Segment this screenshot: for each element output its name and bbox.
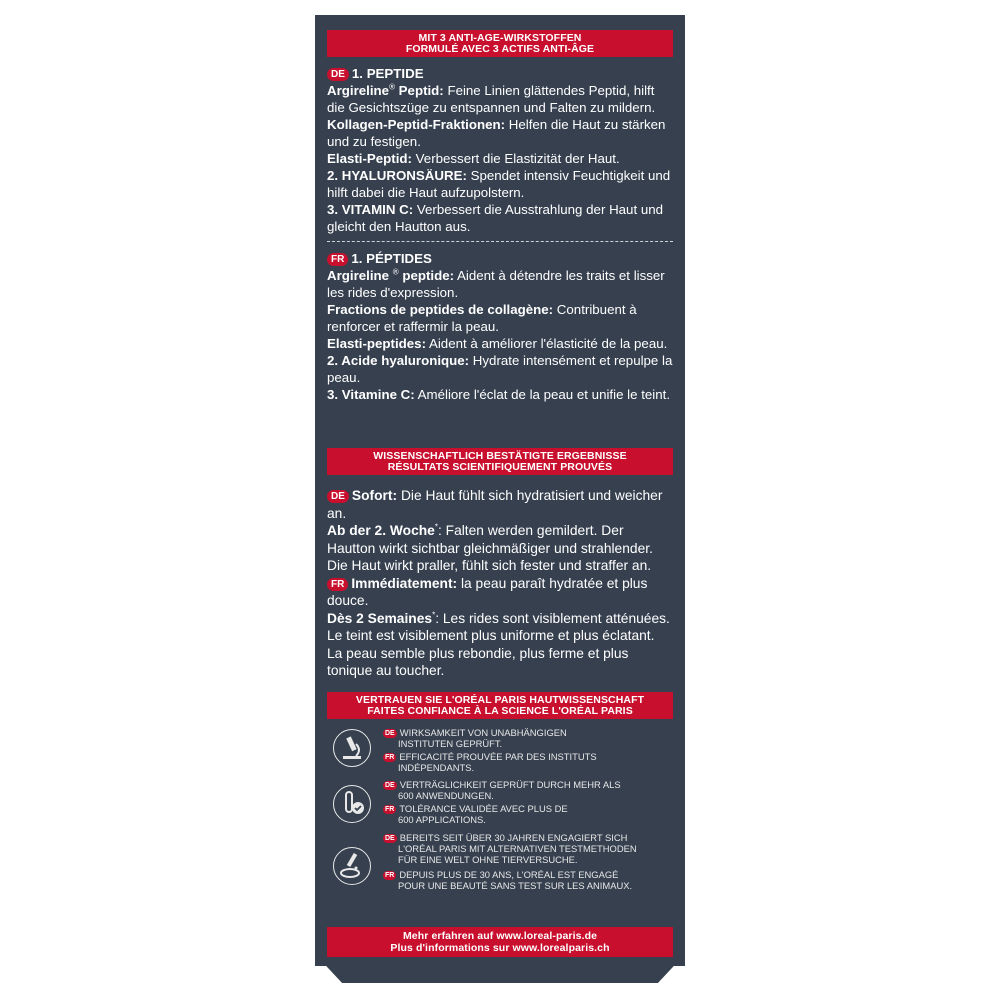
header-band-actives: [327, 30, 673, 57]
fr-result-immediate: FR Immédiatement: la peau paraît hydratée et plus douce.: [327, 575, 648, 608]
trust-text-animal-testing: DE BEREITS SEIT ÜBER 30 JAHREN ENGAGIERT SICH L'ORÉAL PARIS MIT ALTERNATIVEN TESTMETHODEN FÜR EINE WELT OHNE TIERVERSUCHE. FR DEPUIS PLUS DE 30 ANS, L'ORÉAL EST ENGAGÉ POUR UNE BEAUTÉ SANS TEST SUR LES ANIMAUX.: [385, 832, 637, 891]
band-results-fr: RÉSULTATS SCIENTIFIQUEMENT PROUVÉS: [387, 461, 613, 473]
fr-ingredient-line: Argireline ® peptide: Aident à détendre les traits et lisser les rides d'expression.: [327, 267, 665, 300]
band-trust-de: VERTRAUEN SIE L'ORÉAL PARIS HAUTWISSENSCHAFT: [355, 694, 645, 706]
band-trust-fr: FAITES CONFIANCE À LA SCIENCE L'ORÉAL PARIS: [367, 705, 633, 717]
fr-ingredient-line: 3. Vitamine C: Améliore l'éclat de la peau et unifie le teint.: [327, 387, 671, 402]
fr-ingredient-line: 2. Acide hyaluronique: Hydrate intensément et repulpe la peau.: [327, 353, 673, 385]
fr-peptide-title: 1. PÉPTIDES: [351, 251, 432, 266]
de-ingredient-line: 2. HYALURONSÄURE: Spendet intensiv Feuchtigkeit und hilft dabei die Haut aufzupolstern.: [327, 168, 671, 200]
website-link-de[interactable]: Mehr erfahren auf www.loreal-paris.de: [402, 930, 598, 942]
product-box-panel: [315, 15, 685, 983]
band-results-de: WISSENSCHAFTLICH BESTÄTIGTE ERGEBNISSE: [373, 450, 627, 462]
de-ingredient-line: Elasti-Peptid: Verbessert die Elastizität der Haut.: [327, 151, 620, 166]
fr-ingredient-line: Fractions de peptides de collagène: Contribuent à renforcer et raffermir la peau.: [327, 302, 637, 334]
de-ingredient-line: Argireline® Peptid: Feine Linien glättendes Peptid, hilft die Gesichtszüge zu entspannen und Falten zu mildern.: [327, 82, 656, 115]
de-result-immediate: DE Sofort: Die Haut fühlt sich hydratisiert und weicher an.: [327, 488, 663, 521]
header-band-results: [327, 448, 673, 475]
fr-ingredient-line: Elasti-peptides: Aident à améliorer l'élasticité de la peau.: [327, 336, 668, 351]
de-result-week2: Ab der 2. Woche*: Falten werden gemildert. Der Hautton wirkt sichtbar gleichmäßiger und strahlender. Die Haut wirkt praller, fühlt sich fester und straffer an.: [327, 522, 653, 573]
website-link-fr[interactable]: Plus d'informations sur www.lorealparis.ch: [390, 942, 610, 954]
fr-language-tag: FR: [327, 253, 348, 266]
results-section: [327, 487, 673, 680]
trust-text-efficacy: DE WIRKSAMKEIT VON UNABHÄNGIGEN INSTITUTEN GEPRÜFT. FR EFFICACITÉ PROUVÉE PAR DES INSTITUTS INDÉPENDANTS.: [385, 727, 597, 773]
test-tube-icon: [333, 785, 371, 823]
de-peptide-title: 1. PEPTIDE: [351, 66, 424, 81]
de-ingredient-line: Kollagen-Peptid-Fraktionen: Helfen die Haut zu stärken und zu festigen.: [327, 117, 666, 149]
dotted-divider: [327, 241, 673, 242]
band-actives-de: MIT 3 ANTI-AGE-WIRKSTOFFEN: [418, 32, 582, 44]
trust-text-tolerance: DE VERTRÄGLICHKEIT GEPRÜFT DURCH MEHR ALS 600 ANWENDUNGEN. FR TOLÉRANCE VALIDÉE AVEC PLUS DE 600 APPLICATIONS.: [385, 779, 621, 825]
trust-section: [327, 727, 673, 927]
dropper-icon: [333, 847, 371, 885]
footer-band-website: [327, 927, 673, 957]
de-language-tag: DE: [327, 68, 349, 81]
band-actives-fr: FORMULÉ AVEC 3 ACTIFS ANTI-ÂGE: [405, 43, 595, 55]
de-ingredient-line: 3. VITAMIN C: Verbessert die Ausstrahlung der Haut und gleicht den Hautton aus.: [327, 202, 664, 234]
de-ingredients-section: [327, 65, 673, 235]
microscope-icon: [333, 729, 371, 767]
fr-ingredients-section: [327, 250, 673, 403]
fr-result-week2: Dès 2 Semaines*: Les rides sont visiblement atténuées. Le teint est visiblement plus uniforme et plus éclatant. La peau semble plus rebondie, plus ferme et plus tonique au toucher.: [327, 609, 670, 678]
header-band-trust: [327, 692, 673, 719]
